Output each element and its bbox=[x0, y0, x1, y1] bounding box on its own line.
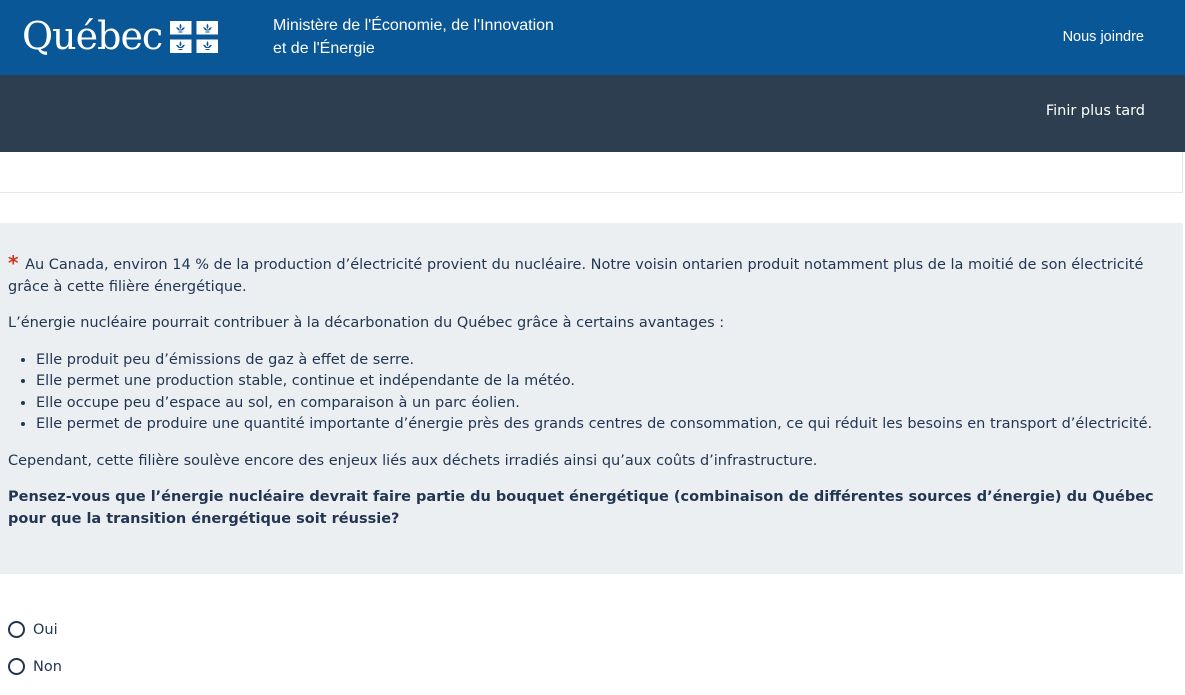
fleur-de-lis-flag-icon bbox=[170, 21, 218, 53]
radio-oui[interactable] bbox=[8, 621, 25, 638]
advantage-item: • Elle permet de produire une quantité importante d’énergie près des grands centres de consommation, ce qui réduit les besoins en transport d’électricité. bbox=[36, 414, 1168, 436]
finish-later-link[interactable]: Finir plus tard bbox=[1045, 103, 1145, 119]
progress-area bbox=[0, 152, 1183, 193]
logo-wordmark: Québec bbox=[22, 14, 163, 58]
top-header bbox=[0, 0, 1185, 75]
question-prompt: Pensez-vous que l’énergie nucléaire devrait faire partie du bouquet énergétique (combinaison de différentes sources d’énergie) du Québec pour que la transition énergétique soit réussie? bbox=[8, 489, 1154, 527]
ministry-line-2: et de l'Énergie bbox=[273, 40, 375, 57]
survey-toolbar bbox=[0, 75, 1185, 152]
option-label-non: Non bbox=[33, 658, 62, 675]
intro-text: Au Canada, environ 14 % de la production d’électricité provient du nucléaire. Notre voisin ontarien produit notamment plus de la moitié de son électricité grâce à cette filière énergétique. bbox=[8, 257, 1144, 295]
option-non[interactable] bbox=[8, 658, 62, 675]
option-label-oui: Oui bbox=[33, 621, 58, 638]
option-oui[interactable] bbox=[8, 621, 58, 638]
advantage-item: • Elle permet une production stable, continue et indépendante de la météo. bbox=[36, 371, 1168, 393]
contact-link[interactable]: Nous joindre bbox=[1062, 29, 1144, 45]
question-panel bbox=[0, 223, 1183, 574]
advantage-item: • Elle produit peu d’émissions de gaz à effet de serre. bbox=[36, 350, 1168, 372]
required-asterisk: * bbox=[8, 251, 19, 275]
advantage-item: • Elle occupe peu d’espace au sol, en comparaison à un parc éolien. bbox=[36, 393, 1168, 415]
quebec-logo[interactable] bbox=[22, 14, 218, 58]
question-text bbox=[8, 253, 1168, 545]
advantages-intro: L’énergie nucléaire pourrait contribuer à la décarbonation du Québec grâce à certains avantages : bbox=[8, 315, 725, 331]
question-intro bbox=[8, 253, 1168, 298]
advantages-list bbox=[36, 350, 1168, 436]
radio-non[interactable] bbox=[8, 658, 25, 675]
ministry-line-1: Ministère de l'Économie, de l'Innovation bbox=[273, 17, 554, 34]
ministry-name bbox=[273, 14, 593, 60]
concerns-text: Cependant, cette filière soulève encore des enjeux liés aux déchets irradiés ainsi qu’aux coûts d’infrastructure. bbox=[8, 452, 818, 469]
